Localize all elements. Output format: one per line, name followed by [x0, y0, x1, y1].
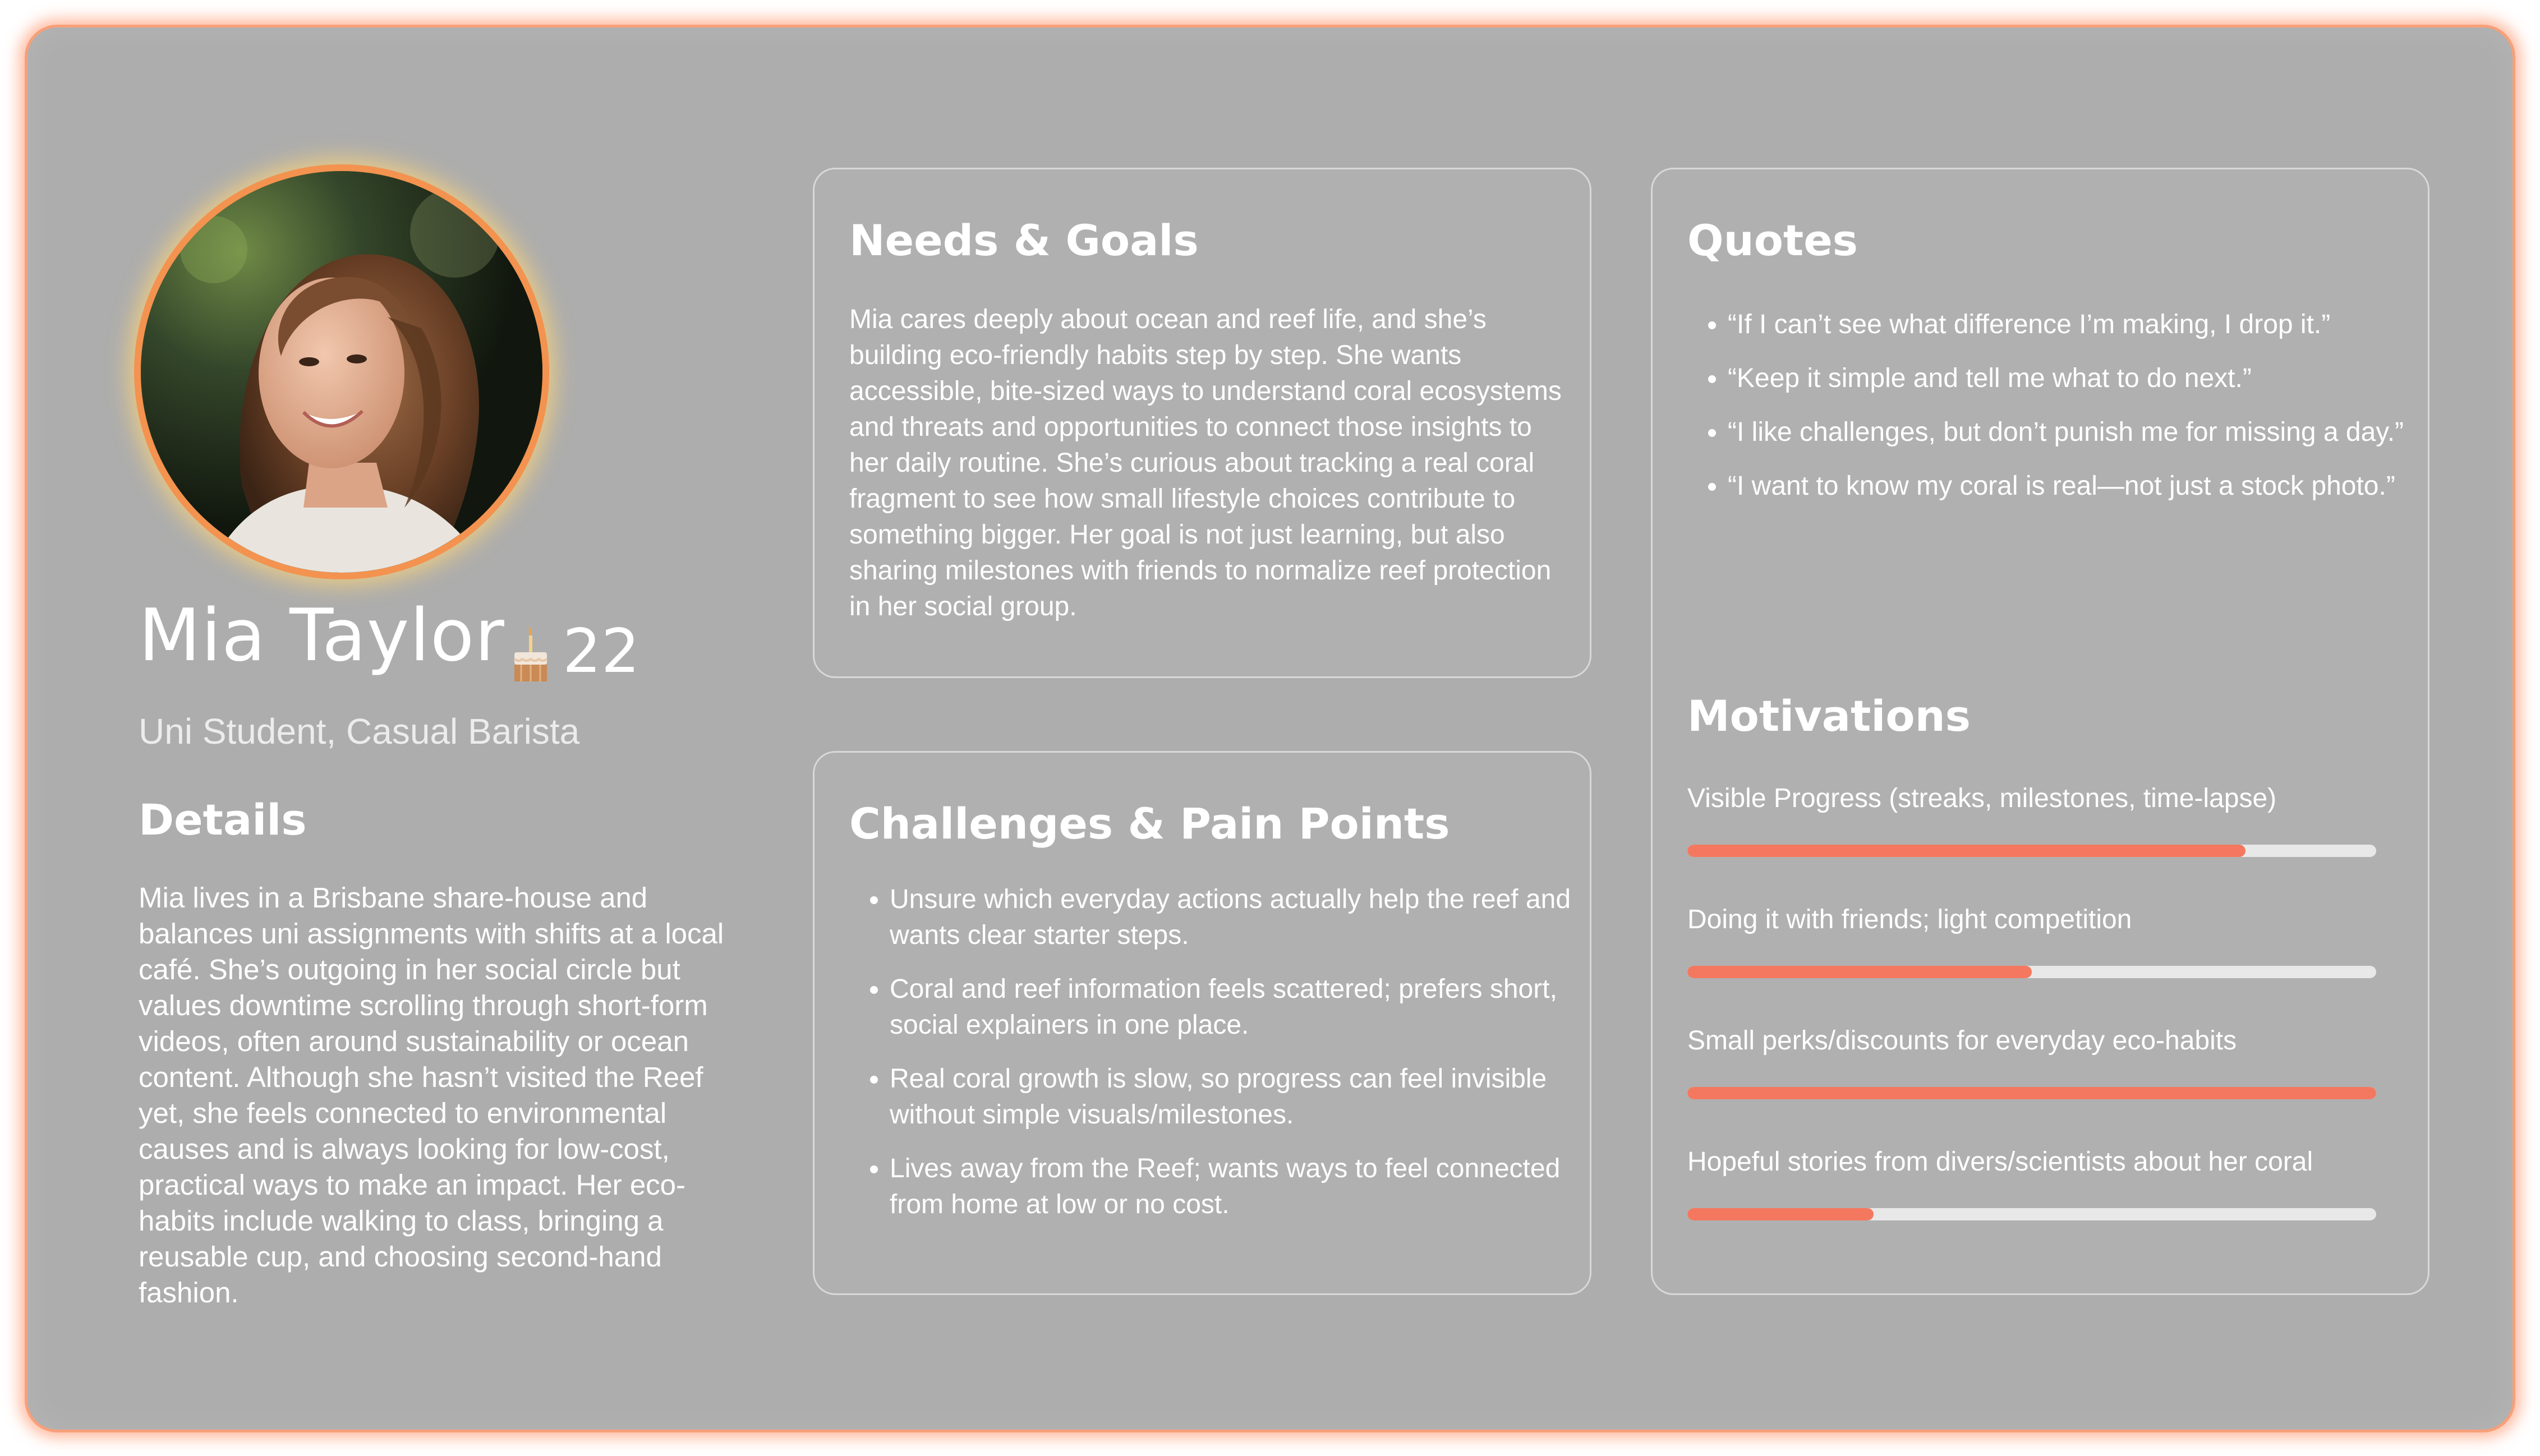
motivation-label: Doing it with friends; light competition	[1687, 905, 2132, 934]
challenges-list	[849, 882, 1574, 1241]
motivations-list	[1687, 781, 2376, 1265]
quotes-motivations-panel	[1651, 168, 2429, 1295]
quotes-list	[1687, 307, 2423, 522]
motivation-item	[1687, 1023, 2376, 1144]
quote-item: • “If I can’t see what difference I’m making, I drop it.”	[1728, 307, 2423, 343]
persona-card	[25, 25, 2515, 1432]
details-text: Mia lives in a Brisbane share-house and balances uni assignments with shifts at a local café. She’s outgoing in her social circle but values downtime scrolling through short-form videos, often around sustainability or ocean content. Although she hasn’t visited the Reef yet, she feels connected to environmental causes and is always looking for low-cost, practical ways to make an impact. Her eco-habits include walking to class, bringing a reusable cup, and choosing second-hand fashion.	[139, 882, 724, 1308]
motivation-bar-track	[1687, 845, 2376, 857]
details-title: Details	[139, 795, 307, 845]
motivation-item	[1687, 1144, 2376, 1265]
motivation-label: Small perks/discounts for everyday eco-habits	[1687, 1026, 2237, 1056]
challenges-panel	[813, 751, 1591, 1295]
age-value: 22	[563, 616, 640, 686]
motivation-label: Visible Progress (streaks, milestones, time-lapse)	[1687, 784, 2277, 813]
list-item: • Unsure which everyday actions actually help the reef and wants clear starter steps.	[890, 882, 1574, 953]
motivation-bar-track	[1687, 1087, 2376, 1099]
persona-name: Mia Taylor	[139, 594, 505, 678]
motivation-bar-track	[1687, 1208, 2376, 1220]
motivation-item	[1687, 781, 2376, 902]
challenges-title: Challenges & Pain Points	[849, 799, 1450, 849]
motivation-bar-fill	[1687, 966, 2032, 978]
motivation-label: Hopeful stories from divers/scientists about her coral	[1687, 1147, 2313, 1177]
persona-role: Uni Student, Casual Barista	[139, 711, 580, 752]
quote-item: • “I want to know my coral is real—not just a stock photo.”	[1728, 468, 2423, 504]
quotes-title: Quotes	[1687, 215, 1858, 265]
motivations-title: Motivations	[1687, 691, 1971, 741]
motivation-bar-fill	[1687, 1208, 1874, 1220]
list-item: • Lives away from the Reef; wants ways to feel connected from home at low or no cost.	[890, 1151, 1574, 1223]
needs-goals-title: Needs & Goals	[849, 215, 1199, 265]
quote-item: • “I like challenges, but don’t punish me for missing a day.”	[1728, 414, 2423, 450]
portrait-photo	[141, 171, 542, 573]
motivation-item	[1687, 902, 2376, 1023]
list-item: • Coral and reef information feels scattered; prefers short, social explainers in one place.	[890, 971, 1574, 1043]
needs-goals-panel	[813, 168, 1591, 678]
persona-age	[510, 616, 639, 686]
quote-item: • “Keep it simple and tell me what to do next.”	[1728, 361, 2423, 397]
birthday-cake-icon	[510, 619, 551, 685]
avatar	[134, 164, 549, 579]
needs-goals-text: Mia cares deeply about ocean and reef life, and she’s building eco-friendly habits step by step. She wants accessible, bite-sized ways to understand coral ecosystems and threats and opportunities to connect those insights to her daily routine. She’s curious about tracking a real coral fragment to see how small lifestyle choices contribute to something bigger. Her goal is not just learning, but also sharing milestones with friends to normalize reef protection in her social group.	[849, 305, 1562, 621]
motivation-bar-fill	[1687, 845, 2245, 857]
motivation-bar-track	[1687, 966, 2376, 978]
motivation-bar-fill	[1687, 1087, 2376, 1099]
list-item: • Real coral growth is slow, so progress can feel invisible without simple visuals/milestones.	[890, 1061, 1574, 1133]
